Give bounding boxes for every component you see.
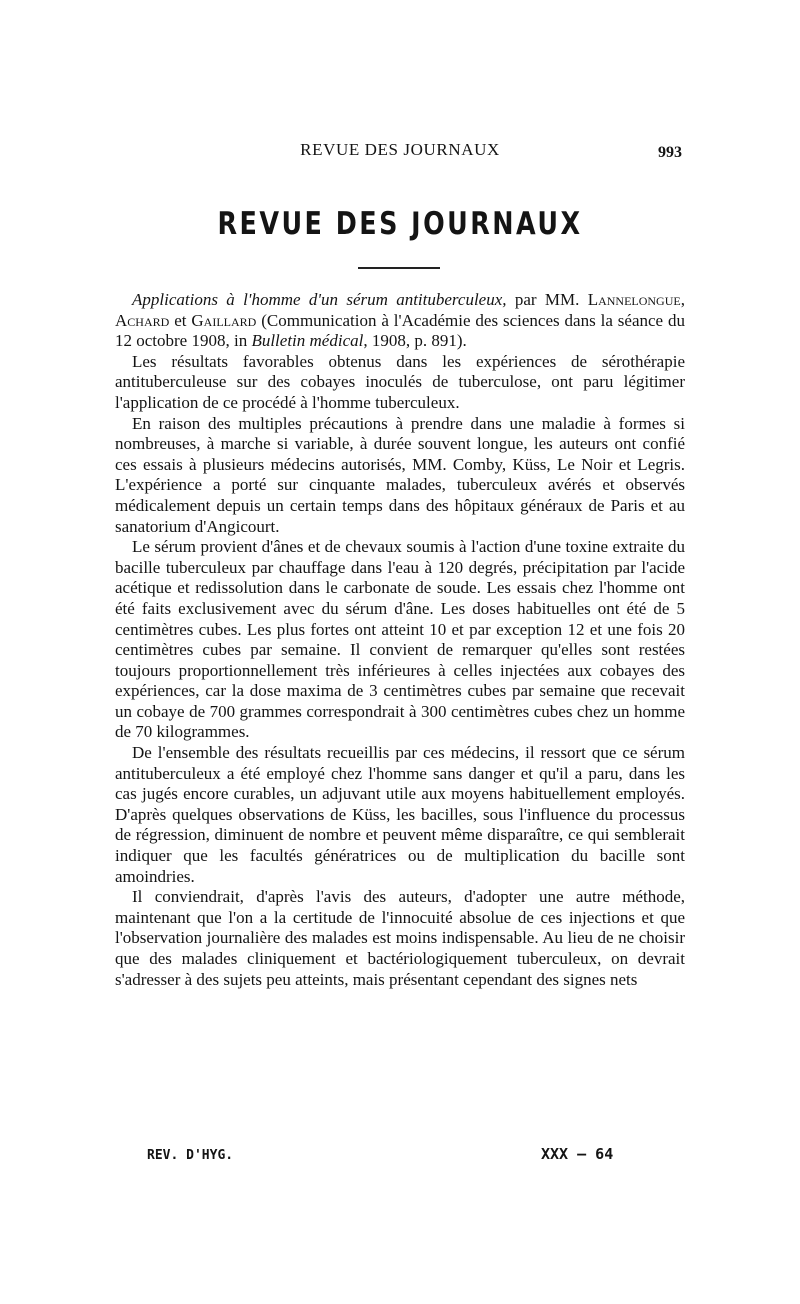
paragraph: Les résultats favorables obtenus dans les expériences de sérothérapie antituberculeuse sur des cobayes inoculés de tuberculose, ont paru légitimer l'application de ce procédé à l'homme tuberculeux. <box>115 351 685 412</box>
paragraph: Le sérum provient d'ânes et de chevaux soumis à l'action d'une toxine extraite du bacille tuberculeux par chauffage dans l'eau à 120 degrés, précipitation par l'acide acétique et redissolution dans le carbonate de soude. Les essais chez l'homme ont été faits exclusivement avec du sérum d'âne. Les doses habituelles ont été de 5 centimètres cubes. Les plus fortes ont atteint 10 et par exception 12 et une fois 20 centimètres cubes par semaine. Il convient de remarquer qu'elles sont restées toujours proportionnellement très inférieures à celles injectées aux cobayes des expériences, car la dose maxima de 3 centimètres cubes par semaine que recevait un cobaye de 700 grammes correspondrait à 300 centimètres cubes chez un homme de 70 kilogrammes. <box>115 537 685 742</box>
running-head-title: REVUE DES JOURNAUX <box>300 140 500 159</box>
article-citation: (Communication à l'Académie des sciences dans la séance du 12 octobre 1908, in <box>115 310 685 351</box>
paragraph: En raison des multiples précautions à prendre dans une maladie à formes si nombreuses, à marche si variable, à durée souvent longue, les auteurs ont confié ces essais à plusieurs médecins autorisés, MM. Comby, Küss, Le Noir et Legris. L'expérience a porté sur cinquante malades, tuberculeux avérés et observés médicalement depuis un certain temps dans des hôpitaux généraux de Paris et au sanatorium d'Angicourt. <box>115 413 685 536</box>
author-separator: et <box>169 310 192 330</box>
page-footer <box>0 1145 800 1169</box>
citation-end: , 1908, p. 891). <box>363 331 467 351</box>
author-achard: Achard <box>115 310 170 330</box>
author-gaillard: Gaillard <box>191 310 257 330</box>
page-number: 993 <box>658 144 682 161</box>
author-separator: , <box>680 290 685 309</box>
running-head <box>0 140 800 170</box>
article-body <box>115 290 685 990</box>
section-title: REVUE DES JOURNAUX <box>217 206 583 242</box>
paragraph: De l'ensemble des résultats recueillis par ces médecins, il ressort que ce sérum antituberculeux a été employé chez l'homme sans danger et qu'il a paru, dans les cas jugés encore curables, un adjuvant utile aux moyens habituellement employés. D'après quelques observations de Küss, les bacilles, sous l'influence du processus de régression, diminuent de nombre et peuvent même disparaître, ce qui semblerait indiquer que les facultés génératrices ou de multiplication du bacille sont amoindries. <box>115 743 685 886</box>
author-lannelongue: Lannelongue <box>587 290 681 309</box>
article-by: par MM. <box>506 290 588 309</box>
journal-name: Bulletin médical <box>251 331 364 351</box>
footer-journal: REV. D'HYG. <box>147 1148 234 1163</box>
article-title: Applications à l'homme d'un sérum antituberculeux, <box>132 290 507 309</box>
paragraph: Il conviendrait, d'après l'avis des auteurs, d'adopter une autre méthode, maintenant que l'on a la certitude de l'innocuité absolue de ces injections et que l'observation journalière des malades est moins indispensable. Au lieu de ne choisir que des malades cliniquement et bactériologiquement tuberculeux, on devrait s'adresser à des sujets peu atteints, mais présentant cependant des signes nets <box>115 887 685 989</box>
title-rule <box>358 267 440 269</box>
article-heading <box>115 290 685 352</box>
footer-volume: XXX — 64 <box>541 1145 614 1163</box>
